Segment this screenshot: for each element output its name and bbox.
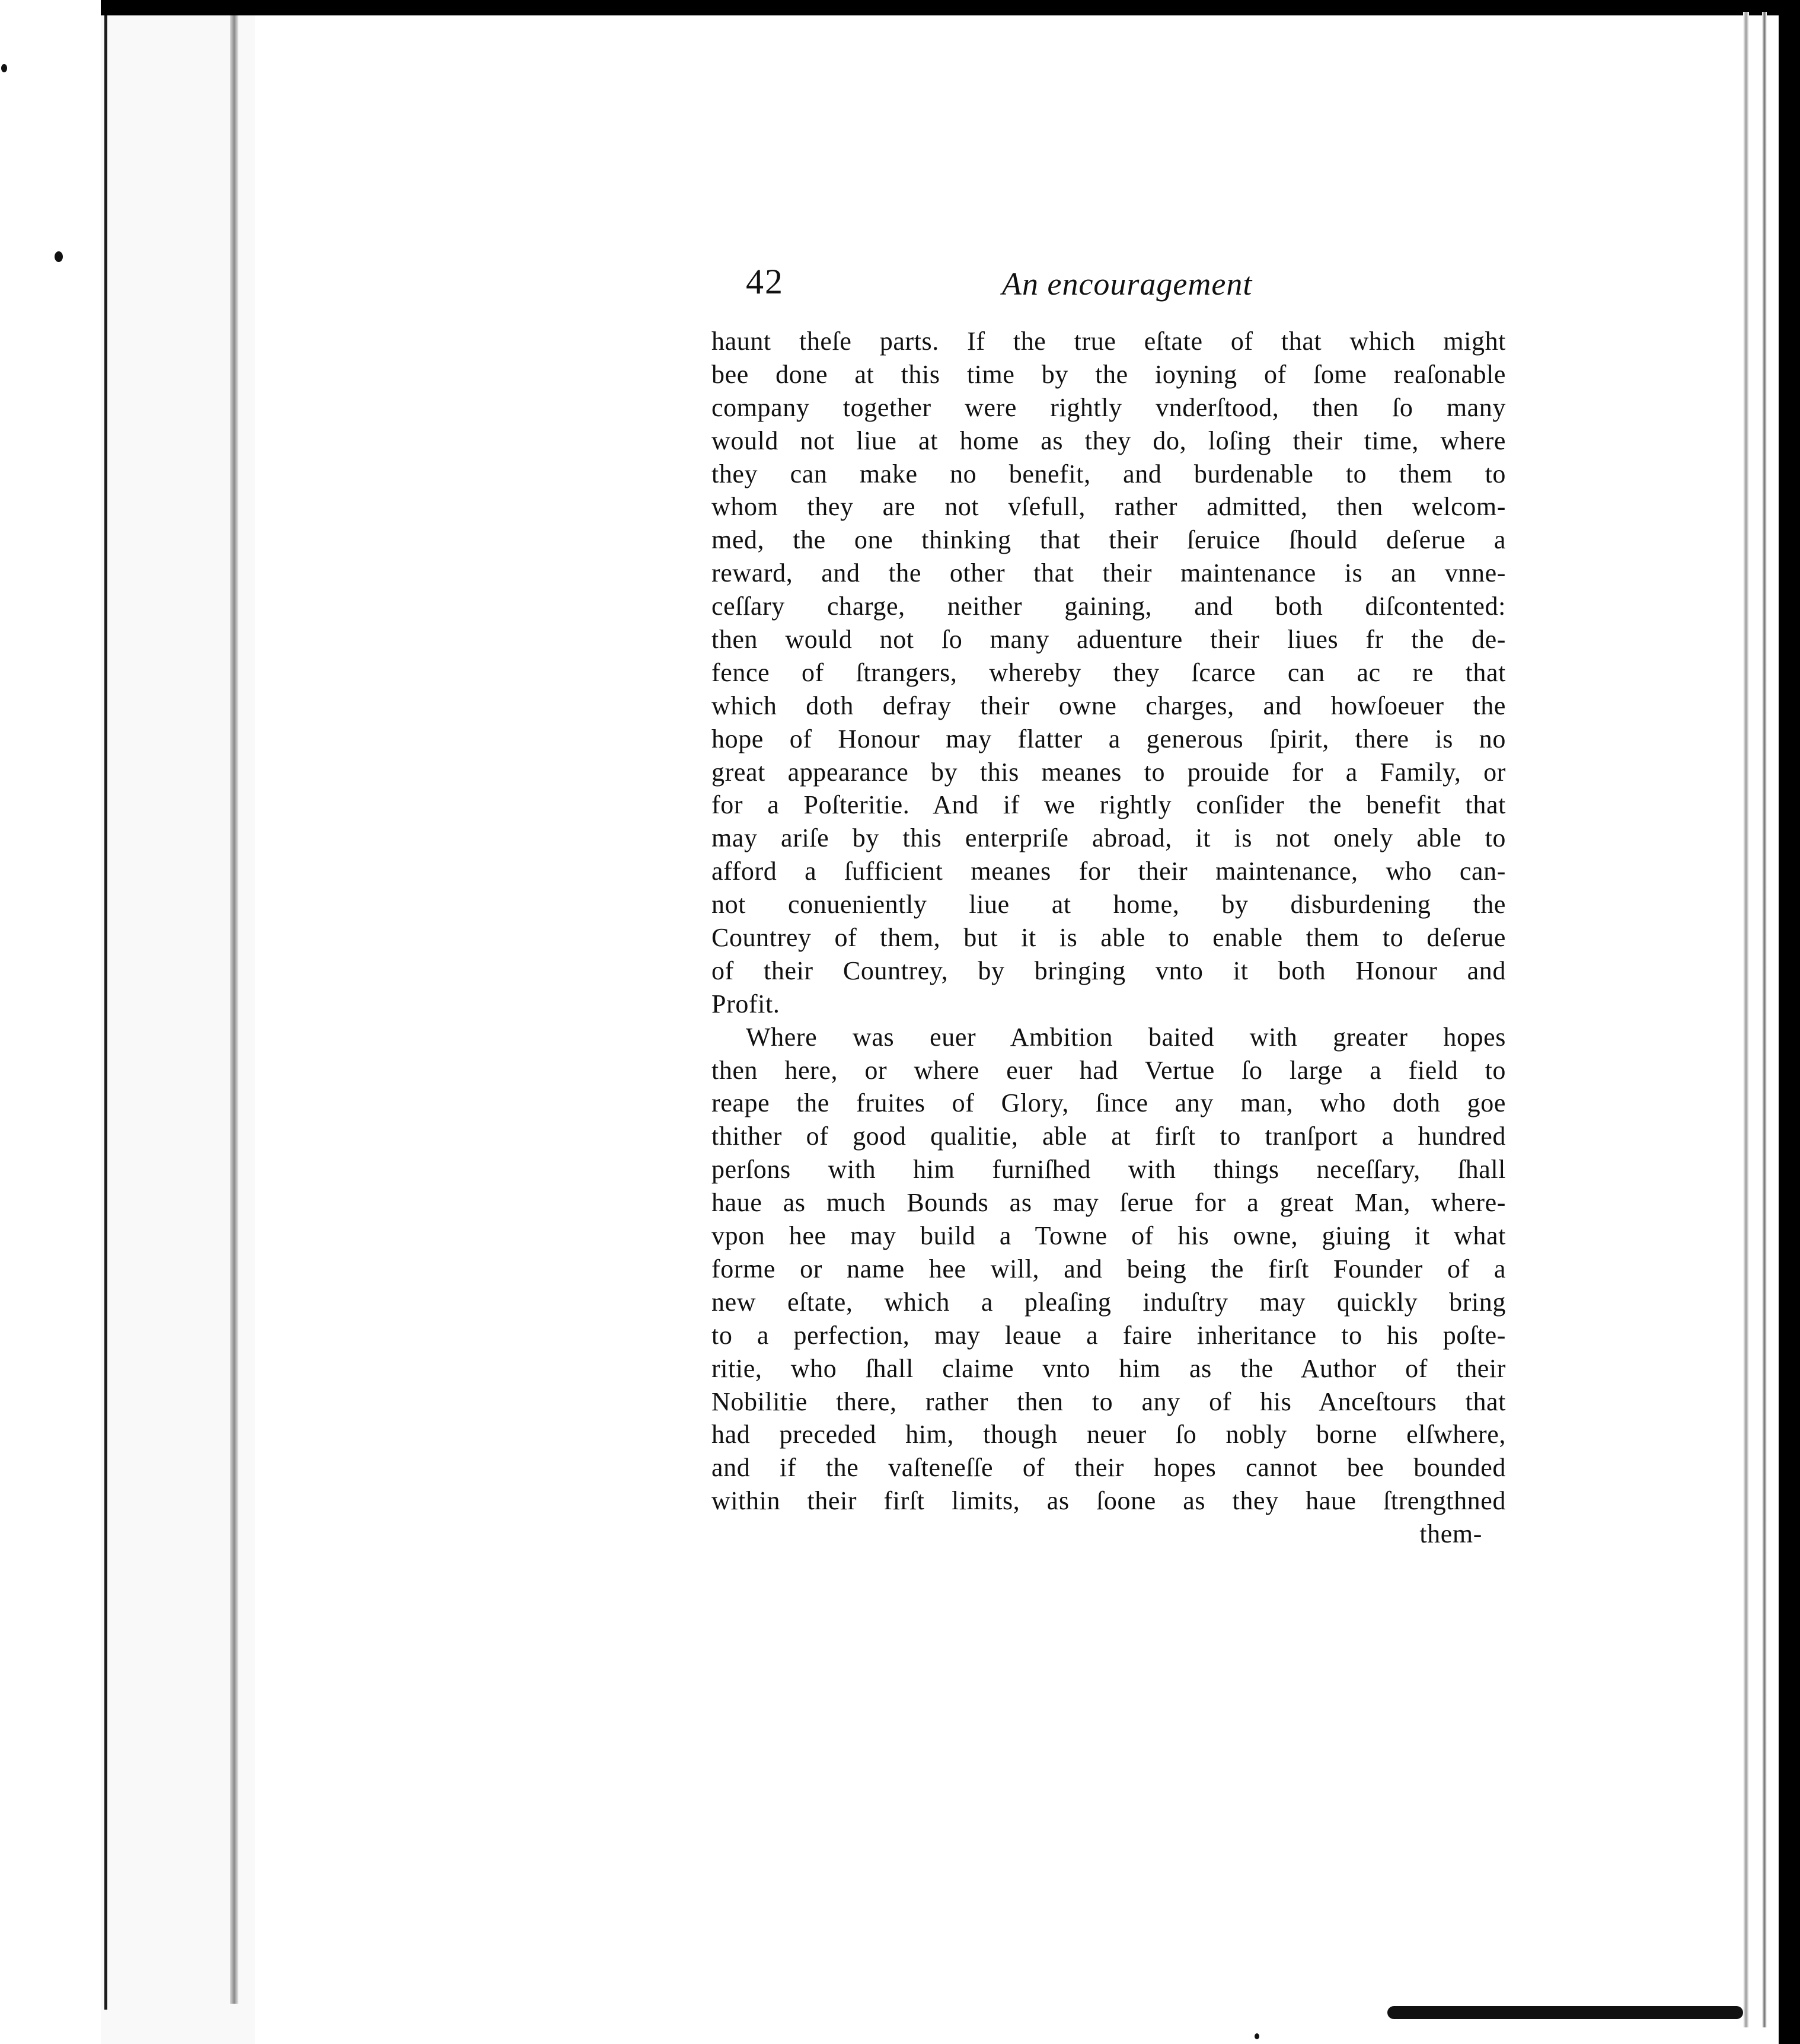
paragraph-2 <box>711 1021 1506 1518</box>
page-edge-line-outer <box>1762 12 1767 2027</box>
text-line: had preceded him, though neuer ſo nobly borne elſwhere, <box>711 1420 1506 1449</box>
text-line: Nobilitie there, rather then to any of his Anceſtours that <box>711 1387 1506 1416</box>
text-line: within their firſt limits, as ſoone as they haue ſtrengthned <box>711 1486 1506 1516</box>
text-line: vpon hee may build a Towne of his owne, giuing it what <box>711 1221 1506 1251</box>
scan-speck <box>1255 2033 1259 2039</box>
text-line: reward, and the other that their maintenance is an vnne- <box>711 558 1506 588</box>
running-head <box>711 255 1506 325</box>
text-line: afford a ſufficient meanes for their maintenance, who can- <box>711 857 1506 886</box>
text-line: haunt theſe parts. If the true eſtate of that which might <box>711 327 1506 356</box>
scan-left-margin <box>0 0 101 2044</box>
text-line: then would not ſo many aduenture their liues fr the de- <box>711 625 1506 654</box>
gutter-edge-line <box>104 12 107 2010</box>
text-line: not conueniently liue at home, by disburdening the <box>711 890 1506 919</box>
text-line: new eſtate, which a pleaſing induſtry may quickly bring <box>711 1287 1506 1317</box>
page-number: 42 <box>746 262 784 301</box>
page-heading: An encouragement <box>1002 266 1253 302</box>
text-line: med, the one thinking that their ſeruice ſhould deſerue a <box>711 525 1506 555</box>
text-line: Profit. <box>711 989 780 1018</box>
scan-speck <box>55 251 63 262</box>
scan-right-border <box>1779 0 1800 2044</box>
text-line: Countrey of them, but it is able to enable them to deſerue <box>711 923 1506 953</box>
text-line: forme or name hee will, and being the firſt Founder of a <box>711 1254 1506 1283</box>
scan-top-border <box>101 0 1800 15</box>
text-line: would not liue at home as they do, loſing their time, where <box>711 426 1506 455</box>
text-line: reape the fruites of Glory, ſince any man, who doth goe <box>711 1088 1506 1118</box>
text-line: whom they are not vſefull, rather admitted, then welcom- <box>711 492 1506 522</box>
gutter-shadow-line <box>230 12 238 2004</box>
text-line: and if the vaſteneſſe of their hopes cannot bee bounded <box>711 1453 1506 1483</box>
text-line: thither of good qualitie, able at firſt to tranſport a hundred <box>711 1122 1506 1151</box>
book-page <box>711 255 1506 1618</box>
scan-bottom-blot <box>1387 2006 1743 2019</box>
paragraph-1 <box>711 325 1506 1021</box>
text-line: haue as much Bounds as may ſerue for a great Man, where- <box>711 1188 1506 1218</box>
text-line: bee done at this time by the ioyning of ſome reaſonable <box>711 359 1506 389</box>
text-line: of their Countrey, by bringing vnto it both Honour and <box>711 956 1506 985</box>
text-line: then here, or where euer had Vertue ſo large a field to <box>711 1055 1506 1085</box>
text-line: company together were rightly vnderſtood, then ſo many <box>711 392 1506 422</box>
text-line: perſons with him furniſhed with things neceſſary, ſhall <box>711 1155 1506 1184</box>
text-line: fence of ſtrangers, whereby they ſcarce can ac re that <box>711 657 1506 687</box>
text-line: may ariſe by this enterpriſe abroad, it is not onely able to <box>711 823 1506 853</box>
text-line: they can make no benefit, and burdenable to them to <box>711 459 1506 488</box>
catchword: them- <box>1419 1519 1482 1549</box>
scan-speck <box>1 64 7 72</box>
text-line: ceſſary charge, neither gaining, and both diſcontented: <box>711 592 1506 621</box>
text-line: to a perfection, may leaue a faire inheritance to his poſte- <box>711 1320 1506 1350</box>
page-edge-line <box>1743 12 1749 2027</box>
text-line: hope of Honour may flatter a generous ſpirit, there is no <box>711 724 1506 753</box>
text-line: for a Poſteritie. And if we rightly conſider the benefit that <box>711 790 1506 820</box>
text-line: which doth defray their owne charges, and howſoeuer the <box>711 691 1506 720</box>
text-line: great appearance by this meanes to prouide for a Family, or <box>711 757 1506 787</box>
text-line: ritie, who ſhall claime vnto him as the Author of their <box>711 1353 1506 1383</box>
text-line: Where was euer Ambition baited with greater hopes <box>746 1022 1506 1052</box>
